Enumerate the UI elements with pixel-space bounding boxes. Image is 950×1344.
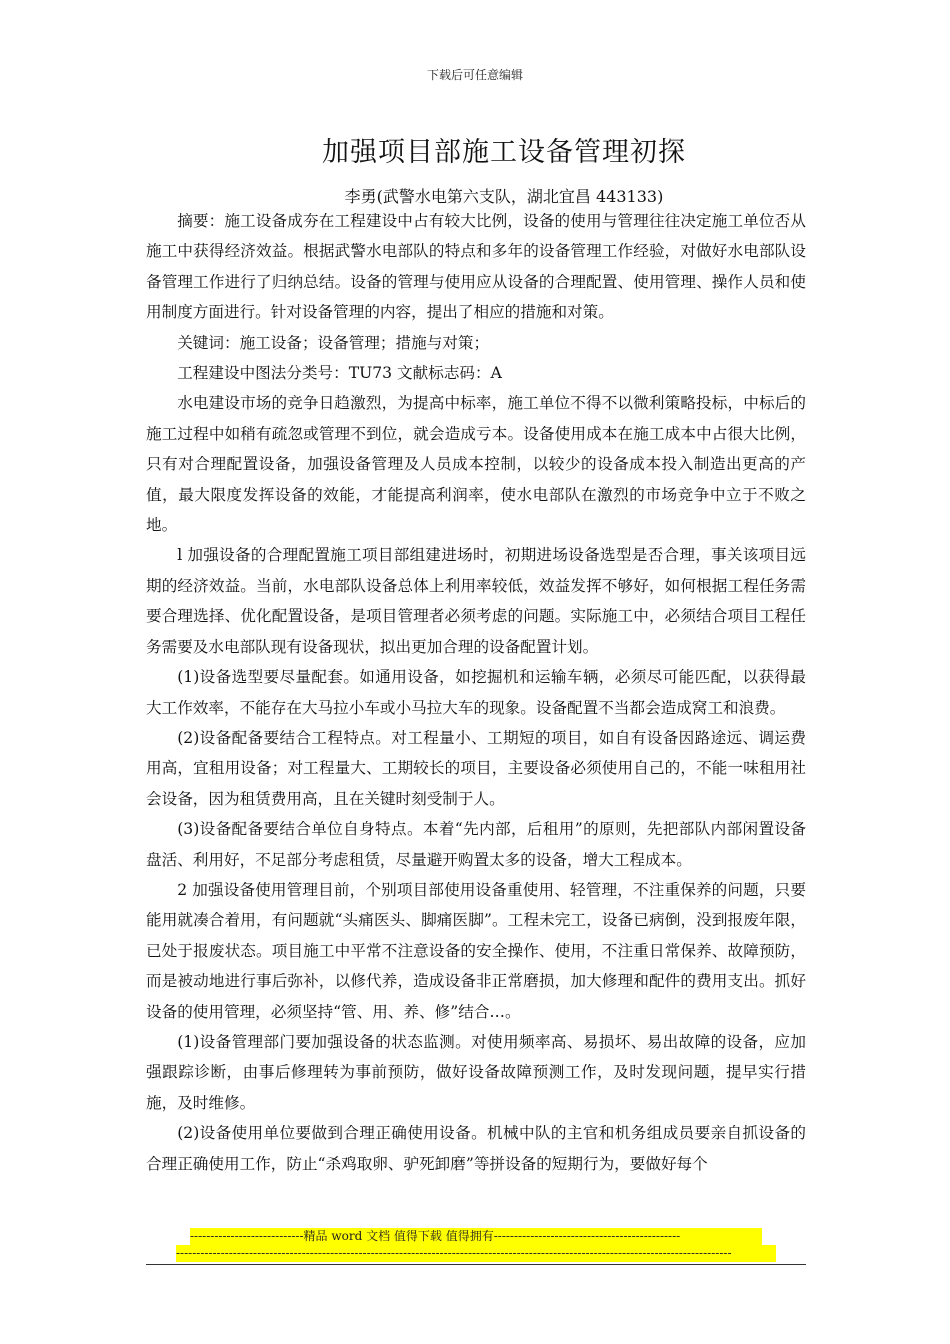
section-1-paragraph: l 加强设备的合理配置施工项目部组建进场时，初期进场设备选型是否合理，事关该项目远期的经济效益。当前，水电部队设备总体上利用率较低，效益发挥不够好，如何根据工程任务需要合理选择、优化配置设备，是项目管理者必须考虑的问题。实际施工中，必须结合项目工程任务需要及水电部队现有设备现状，拟出更加合理的设备配置计划。	[146, 546, 806, 656]
body-paragraph: (1)设备选型要尽量配套。如通用设备，如挖掘机和运输车辆，必须尽可能匹配，以获得最大工作效率，不能存在大马拉小车或小马拉大车的现象。设备配置不当都会造成窝工和浪费。	[146, 668, 806, 717]
keywords-line: 关键词：施工设备；设备管理；措施与对策；	[177, 333, 490, 352]
body-paragraph: (2)设备使用单位要做到合理正确使用设备。机械中队的主官和机务组成员要亲自抓设备的合理正确使用工作，防止“杀鸡取卵、驴死卸磨”等拼设备的短期行为，要做好每个	[146, 1124, 806, 1173]
body-paragraph: (1)设备管理部门要加强设备的状态监测。对使用频率高、易损坏、易出故障的设备，应加强跟踪诊断，由事后修理转为事前预防，做好设备故障预测工作，及时发现问题，提早实行措施，及时维修。	[146, 1032, 806, 1112]
footer-banner	[146, 1228, 806, 1265]
footer-rule	[146, 1264, 806, 1265]
classification-line: 工程建设中图法分类号：TU73 文献标志码：A	[177, 364, 502, 383]
body-paragraph: (3)设备配备要结合单位自身特点。本着“先内部，后租用”的原则，先把部队内部闲置设备盘活、利用好，不足部分考虑租赁，尽量避开购置太多的设备，增大工程成本。	[146, 820, 806, 869]
body-paragraph: (2)设备配备要结合工程特点。对工程量小、工期短的项目，如自有设备因路途远、调运费用高，宜租用设备；对工程量大、工期较长的项目，主要设备必须使用自己的，不能一味租用社会设备，因为租赁费用高，且在关键时刻受制于人。	[146, 728, 806, 808]
document-title: 加强项目部施工设备管理初探	[322, 137, 686, 168]
banner-line: ----------------------------精品 word 文档 值得下载 值得拥有----------------------------------------------	[190, 1228, 762, 1245]
abstract-paragraph: 摘要：施工设备成夯在工程建设中占有较大比例，设备的使用与管理往往决定施工单位否从施工中获得经济效益。根据武警水电部队的特点和多年的设备管理工作经验，对做好水电部队设备管理工作进行了归纳总结。设备的管理与使用应从设备的合理配置、使用管理、操作人员和使用制度方面进行。针对设备管理的内容，提出了相应的措施和对策。	[146, 212, 806, 322]
document-body	[146, 206, 806, 1179]
banner-line: -----------------------------------------------------------------------------------------------------------------------------------------	[176, 1245, 776, 1262]
header-note: 下载后可任意编辑	[426, 68, 523, 82]
body-paragraph: 水电建设市场的竞争日趋激烈，为提高中标率，施工单位不得不以微利策略投标，中标后的施工过程中如稍有疏忽或管理不到位，就会造成亏本。设备使用成本在施工成本中占很大比例，只有对合理配置设备，加强设备管理及人员成本控制，以较少的设备成本投入制造出更高的产值，最大限度发挥设备的效能，才能提高利润率，使水电部队在激烈的市场竞争中立于不败之地。	[146, 394, 806, 535]
author-line: 李勇(武警水电第六支队，湖北宜昌 443133)	[344, 187, 664, 206]
section-2-paragraph: 2 加强设备使用管理目前，个别项目部使用设备重使用、轻管理，不注重保养的问题，只要能用就凑合着用，有问题就“头痛医头、脚痛医脚”。工程未完工，设备已病倒，没到报废年限，已处于报废状态。项目施工中平常不注意设备的安全操作、使用，不注重日常保养、故障预防，而是被动地进行事后弥补，以修代养，造成设备非正常磨损，加大修理和配件的费用支出。抓好设备的使用管理，必须坚持“管、用、养、修”结合…。	[146, 880, 806, 1021]
